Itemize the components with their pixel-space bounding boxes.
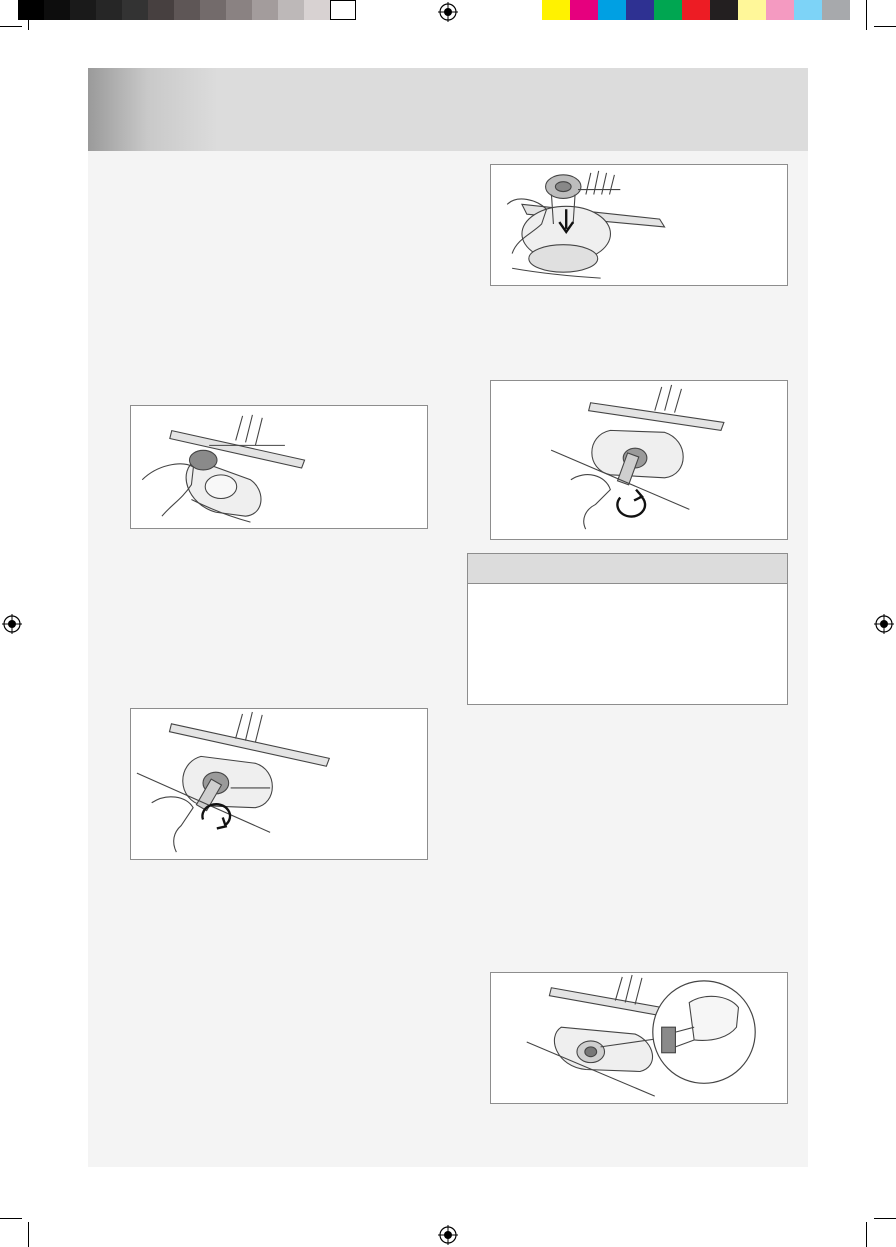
crop-mark [866,0,867,30]
calibration-swatch [542,0,570,20]
crop-mark [874,1218,896,1219]
registration-mark-icon [438,1225,458,1245]
calibration-swatch [148,0,174,20]
section-header-band [88,68,808,151]
calibration-swatch [122,0,148,20]
calibration-swatch [682,0,710,20]
calibration-swatch [200,0,226,20]
note-box-header [468,554,787,584]
hand-grip-icon [131,406,427,528]
calibration-swatch [766,0,794,20]
figure-filter-lift-out [490,164,788,286]
note-box [467,553,788,705]
rotate-clockwise-icon [131,709,427,859]
calibration-swatch [626,0,654,20]
crop-mark [866,1222,867,1247]
calibration-swatch [18,0,44,20]
calibration-swatch [44,0,70,20]
filter-removal-arrow-icon [491,165,787,285]
calibration-swatch [738,0,766,20]
registration-mark-icon [874,614,894,634]
calibration-swatch [794,0,822,20]
registration-mark-icon [2,614,22,634]
figure-filter-grip [130,405,428,529]
magnified-detail-icon [491,973,787,1103]
calibration-swatch [226,0,252,20]
calibration-swatch [654,0,682,20]
figure-filter-rotate-install [130,708,428,860]
calibration-swatch [96,0,122,20]
crop-mark [0,1218,22,1219]
calibration-swatch [278,0,304,20]
figure-drain-pump-cap [490,972,788,1104]
calibration-swatch [598,0,626,20]
calibration-swatch [710,0,738,20]
rotate-counterclockwise-icon [491,381,787,539]
calibration-swatch [70,0,96,20]
calibration-swatch [822,0,850,20]
calibration-swatch [252,0,278,20]
crop-mark [0,26,22,27]
calibration-swatch [174,0,200,20]
crop-mark [28,0,29,30]
registration-mark-icon [438,2,458,22]
figure-filter-rotate-counterclockwise [490,380,788,540]
calibration-swatch [304,0,330,20]
calibration-swatch [330,0,356,20]
calibration-swatch [570,0,598,20]
crop-mark [874,26,896,27]
crop-mark [28,1222,29,1247]
